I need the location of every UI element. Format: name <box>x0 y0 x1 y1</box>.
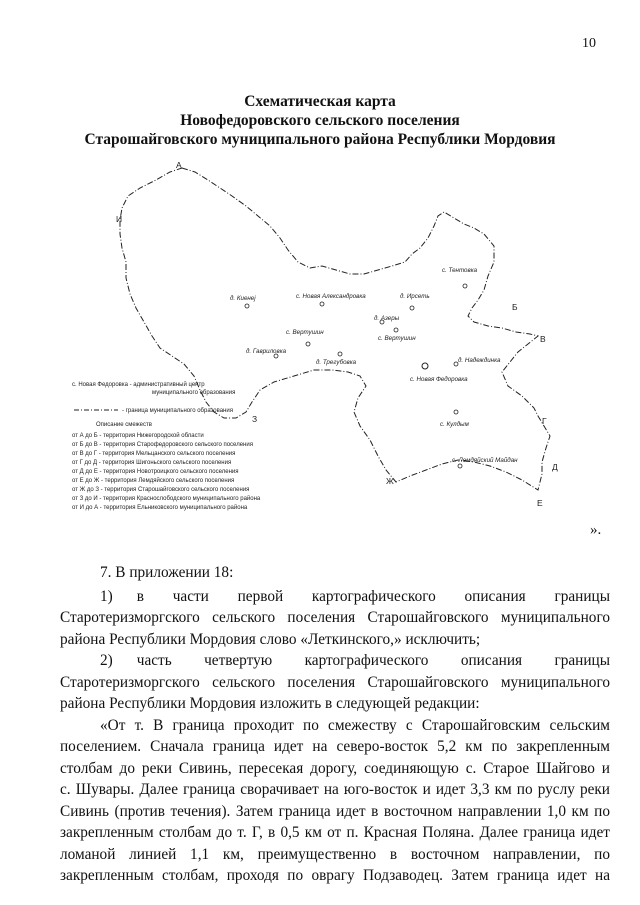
legend-item: от З до И - территория Краснослободского муниципального района <box>72 496 261 502</box>
p3-line: Сивинь (против течения). Затем граница идет в восточном направлении 1,0 км по <box>60 802 610 820</box>
settlement-label: с. Вертушин <box>378 335 416 342</box>
map-letter-e: Е <box>537 498 543 508</box>
settlement-label: д. Гавриловка <box>246 348 287 355</box>
p2-number: 2) <box>100 652 113 669</box>
legend-item: от Д до Е - территория Новотроицкого сельского поселения <box>72 469 239 475</box>
map-letter-v: В <box>540 334 546 344</box>
settlement-label: д. Надеждинка <box>458 357 501 364</box>
p3-line: ломаной линией 1,1 км, преимущественно в восточном направлении, по <box>60 845 610 863</box>
settlement-label: с. Кулдым <box>440 421 469 428</box>
p3-line: закрепленным столбам до т. Г, в 0,5 км от п. Красная Поляна. Далее граница идет <box>60 824 610 841</box>
settlement-label: с. Новая Александровка <box>296 293 366 300</box>
settlement-label: д. Киенej <box>230 295 256 302</box>
p1-line1 <box>137 586 610 608</box>
legend-item: от А до Б - территория Нижегородской области <box>72 433 204 439</box>
legend-adjacency-title: Описание смежеств <box>96 422 152 428</box>
legend-item: от И до А - территория Ельниковского муниципального района <box>72 505 248 511</box>
map-svg <box>60 150 580 520</box>
settlement-label: с. Тентовка <box>442 267 478 274</box>
p2-line1 <box>137 650 610 672</box>
page-number: 10 <box>582 36 596 51</box>
legend-item: от В до Г - территория Мельцанского сельского поселения <box>72 451 236 457</box>
p3-line: поселением. Сначала граница идет на северо-восток 5,2 км по закрепленным <box>60 738 610 755</box>
document-title <box>60 92 580 149</box>
legend-item: от Ж до З - территория Старошайговского сельского поселения <box>72 487 250 493</box>
settlement-label: д. Трегубовка <box>316 359 357 366</box>
document-body <box>60 562 610 887</box>
p3-line: столбам до реки Сивинь, пересекая дорогу, соединяющую с. Старое Шайгово и <box>60 759 610 777</box>
legend-center-label: с. Новая Федоровка - административный центр <box>72 382 205 388</box>
settlement-label: д. Ирсеть <box>400 293 430 300</box>
closing-quote: ». <box>590 522 602 538</box>
map-letter-a: А <box>176 160 182 170</box>
map-letter-z: З <box>252 414 258 424</box>
p1-line1-text: в части первой картографического описания границы <box>136 587 610 605</box>
legend-center-label-2: муниципального образования <box>152 390 236 396</box>
schematic-map <box>60 150 580 520</box>
legend-item: от Г до Д - территория Шигоньского сельского поселения <box>72 460 232 466</box>
map-letter-zh: Ж <box>386 476 394 486</box>
p2-line2: Старотеризморгского сельского поселения Старошайговского муниципального <box>60 673 610 691</box>
title-line-2: Новофедоровского сельского поселения <box>180 112 460 129</box>
p2-line1-text: часть четвертую картографического описания границы <box>136 652 610 669</box>
title-line-3: Старошайговского муниципального района Республики Мордовия <box>84 131 556 148</box>
p1-line2: Старотеризморгского сельского поселения Старошайговского муниципального <box>60 609 610 626</box>
map-letter-g: Г <box>542 416 547 426</box>
p2-line3: района Республики Мордовия изложить в следующей редакции: <box>60 695 480 712</box>
legend-boundary-label: - граница муниципального образования <box>122 408 233 414</box>
map-letter-b: Б <box>512 302 518 312</box>
p2-first-line <box>100 650 610 672</box>
legend-item: от Б до В - территория Старофедоровского сельского поселения <box>72 442 253 448</box>
p1-number: 1) <box>100 587 113 605</box>
p3-line: с. Шувары. Далее граница сворачивает на юго-восток и идет 3,3 км по руслу реки <box>60 781 610 798</box>
legend-item: от Е до Ж - территория Лемдяйского сельского поселения <box>72 478 235 484</box>
settlement-label: д. Азеры <box>374 315 400 322</box>
map-letter-d: Д <box>552 462 558 472</box>
p1-first-line <box>100 586 610 608</box>
settlement-label: с. Новая Федоровка <box>410 376 468 383</box>
p1-line3: района Республики Мордовия слово «Леткинского,» исключить; <box>60 630 481 648</box>
settlement-label: с. Вертушин <box>286 329 324 336</box>
map-legend <box>72 381 261 511</box>
item-heading: 7. В приложении 18: <box>100 564 234 581</box>
p3-line: «От т. В граница проходит по смежеству с Старошайговским сельским <box>100 716 610 734</box>
map-letter-i: И <box>116 214 123 224</box>
settlement-label: с. Лемдяйский Майдан <box>452 457 518 464</box>
p3-line: закрепленным столбам, проходя по оврагу Подзаводец. Затем граница идет на <box>60 867 610 884</box>
title-line-1: Схематическая карта <box>244 93 396 110</box>
